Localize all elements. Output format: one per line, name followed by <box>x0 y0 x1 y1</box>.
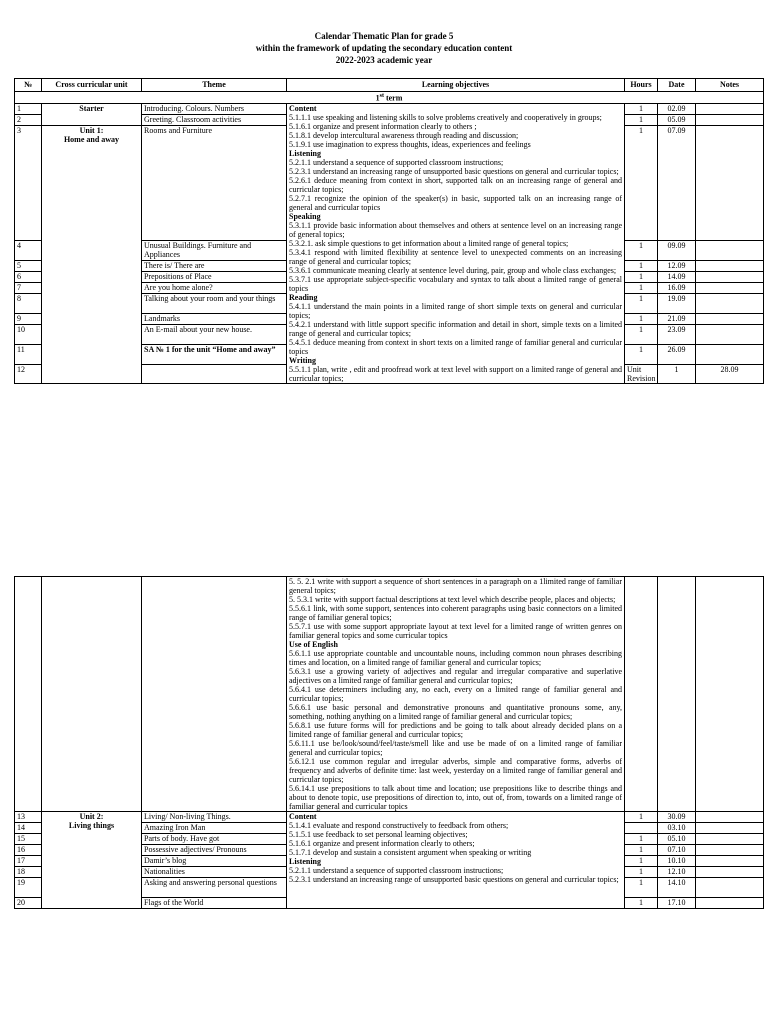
objective-item: 5.2.7.1 recognize the opinion of the speaker(s) in basic, supported talk on an increasing range of general and curricular topics <box>289 193 622 212</box>
header-year: 2022-2023 academic year <box>335 55 433 65</box>
learning-objectives-cell <box>287 577 625 812</box>
objective-item: 5.3.4.1 respond with limited flexibility at sentence level to unexpected comments on an increasing range of general and curricular topics; <box>289 247 622 266</box>
hours-cell: 1 <box>625 867 658 878</box>
objective-item: 5. 5.3.1 write with support factual descriptions at text level which describe people, places and objects; <box>289 595 616 604</box>
hours-cell: 1 <box>625 856 658 867</box>
notes-cell-empty <box>696 577 764 812</box>
theme-cell: Prepositions of Place <box>142 271 287 282</box>
objective-item: 5.1.6.1 organize and present information clearly to others ; <box>289 121 477 131</box>
row-number: 13 <box>15 812 42 823</box>
hours-cell: 1 <box>625 898 658 909</box>
objective-item: 5.1.7.1 develop and sustain a consistent argument when speaking or writing <box>289 848 532 857</box>
col-header-theme: Theme <box>142 79 287 92</box>
date-cell: 07.09 <box>658 125 696 240</box>
notes-cell <box>696 271 764 282</box>
hours-cell: 1 <box>625 324 658 344</box>
unit-subtitle: Living things <box>68 821 115 830</box>
theme-cell: Greeting. Classroom activities <box>142 114 287 125</box>
hours-cell: 1 <box>625 271 658 282</box>
objective-item: 5.6.1.1 use appropriate countable and uncountable nouns, including common noun phrases describing times and location, on a limited range of familiar general and curricular topics; <box>289 649 622 667</box>
objective-item: 5.1.8.1 develop intercultural awareness through reading and discussion; <box>289 130 519 140</box>
theme-cell: Possessive adjectives/ Pronouns <box>142 845 287 856</box>
term-ordinal-suffix: st <box>379 93 384 99</box>
objective-item: 5.1.5.1 use feedback to set personal learning objectives; <box>289 830 468 839</box>
col-header-objectives: Learning objectives <box>287 79 625 92</box>
notes-cell <box>696 856 764 867</box>
notes-cell <box>696 898 764 909</box>
hours-cell: 1 <box>625 878 658 898</box>
date-cell: 17.10 <box>658 898 696 909</box>
theme-cell: Rooms and Furniture <box>142 125 287 240</box>
row-number: 9 <box>15 313 42 324</box>
notes-cell <box>696 114 764 125</box>
table-row <box>15 103 764 114</box>
cross-curricular-unit <box>42 812 142 909</box>
table-header-row <box>15 79 764 92</box>
date-cell: 28.09 <box>696 364 764 383</box>
row-number: 18 <box>15 867 42 878</box>
learning-objectives-cell <box>287 103 625 383</box>
objectives-section-heading: Content <box>289 103 317 113</box>
learning-objectives-cell <box>287 812 625 909</box>
hours-cell: 1 <box>625 293 658 313</box>
date-cell: 26.09 <box>658 344 696 364</box>
objective-item: 5.3.2.1. ask simple questions to get information about a limited range of general topics; <box>289 238 569 248</box>
row-number: 10 <box>15 324 42 344</box>
objective-item: 5.5.1.1 plan, write , edit and proofread work at text level with support on a limited range of general and curricular topics; <box>289 364 622 383</box>
theme-cell: Asking and answering personal questions <box>142 878 287 898</box>
theme-cell-empty <box>142 577 287 812</box>
objective-item: 5.2.3.1 understand an increasing range of unsupported basic questions on general and curricular topics; <box>289 875 619 884</box>
hours-cell: 1 <box>625 834 658 845</box>
row-number: 20 <box>15 898 42 909</box>
row-number: 12 <box>15 364 42 383</box>
objectives-section-heading: Listening <box>289 857 322 866</box>
objective-item: 5. 5. 2.1 write with support a sequence of short sentences in a paragraph on a 1limited range of familiar general topics; <box>289 577 622 595</box>
theme-cell: Talking about your room and your things <box>142 293 287 313</box>
theme-cell: Introducing. Colours. Numbers <box>142 103 287 114</box>
objectives-section-heading: Listening <box>289 148 322 158</box>
notes-cell <box>696 313 764 324</box>
date-cell: 30.09 <box>658 812 696 823</box>
objective-item: 5.1.4.1 evaluate and respond constructively to feedback from others; <box>289 821 509 830</box>
col-header-notes: Notes <box>696 79 764 92</box>
row-number: 2 <box>15 114 42 125</box>
theme-cell: Living/ Non-living Things. <box>142 812 287 823</box>
objective-item: 5.1.9.1 use imagination to express thoughts, ideas, experiences and feelings <box>289 139 531 149</box>
term-row <box>15 92 764 104</box>
row-number-empty <box>15 577 42 812</box>
date-cell: 12.09 <box>658 260 696 271</box>
hours-cell: 1 <box>625 313 658 324</box>
date-cell: 19.09 <box>658 293 696 313</box>
objective-item: 5.6.6.1 use basic personal and demonstrative pronouns and quantitative pronouns some, any, something, nothing anything on a limited range of familiar general and curricular topics; <box>289 703 622 721</box>
row-number: 17 <box>15 856 42 867</box>
theme-cell: Landmarks <box>142 313 287 324</box>
date-cell: 03.10 <box>658 823 696 834</box>
objective-item: 5.4.1.1 understand the main points in a limited range of short simple texts on general and curricular topics; <box>289 301 622 320</box>
continuation-row <box>15 577 764 812</box>
hours-cell: 1 <box>625 282 658 293</box>
theme-cell: Flags of the World <box>142 898 287 909</box>
objective-item: 5.4.2.1 understand with little support specific information and detail in short, simple texts on a limited range of general and curricular topics; <box>289 319 622 338</box>
notes-cell <box>696 834 764 845</box>
date-cell: 16.09 <box>658 282 696 293</box>
unit-title: Starter <box>79 103 104 113</box>
date-cell: 05.10 <box>658 834 696 845</box>
hours-cell: 1 <box>625 260 658 271</box>
notes-cell <box>696 344 764 364</box>
hours-cell: 1 <box>625 103 658 114</box>
notes-cell <box>696 812 764 823</box>
date-cell: 10.10 <box>658 856 696 867</box>
header-title: Calendar Thematic Plan for grade 5 <box>314 31 454 41</box>
row-number: 8 <box>15 293 42 313</box>
notes-cell <box>696 845 764 856</box>
objective-item: 5.5.7.1 use with some support appropriate layout at text level for a limited range of written genres on familiar general topics and some curricular topics <box>289 622 622 640</box>
theme-cell: Parts of body. Have got <box>142 834 287 845</box>
cross-curricular-unit <box>42 103 142 125</box>
theme-cell: SA № 1 for the unit “Home and away” <box>142 344 287 364</box>
date-cell: 07.10 <box>658 845 696 856</box>
objectives-section-heading: Use of English <box>289 640 338 649</box>
row-number: 5 <box>15 260 42 271</box>
objective-item: 5.3.7.1 use appropriate subject-specific vocabulary and syntax to talk about a limited range of general topics <box>289 274 622 293</box>
row-number: 16 <box>15 845 42 856</box>
notes-cell <box>696 324 764 344</box>
objective-item: 5.6.8.1 use future forms will for predictions and be going to talk about already decided plans on a limited range of familiar general and curricular topics; <box>289 721 622 739</box>
document-header <box>0 30 768 66</box>
objective-item: 5.3.1.1 provide basic information about themselves and others at sentence level on an increasing range of general topics; <box>289 220 622 239</box>
hours-cell: 1 <box>658 364 696 383</box>
date-cell: 21.09 <box>658 313 696 324</box>
date-cell: 09.09 <box>658 240 696 260</box>
date-cell: 12.10 <box>658 867 696 878</box>
objective-item: 5.6.14.1 use prepositions to talk about time and location; use prepositions like to describe things and about to denote topic, use prepositions of direction to, into, out of, from, towards on a limited range of familiar general and curricular topics <box>289 784 622 811</box>
hours-cell: 1 <box>625 114 658 125</box>
row-number: 1 <box>15 103 42 114</box>
objective-item: 5.3.6.1 communicate meaning clearly at sentence level during, pair, group and whole class exchanges; <box>289 265 617 275</box>
term-label: 1st term <box>15 92 764 104</box>
hours-cell <box>625 823 658 834</box>
thematic-plan-table-page-2 <box>14 576 764 909</box>
objective-item: 5.2.1.1 understand a sequence of supported classroom instructions; <box>289 157 504 167</box>
objective-item: 5.6.3.1 use a growing variety of adjectives and regular and irregular comparative and superlative adjectives on a limited range of familiar general and curricular topics; <box>289 667 622 685</box>
row-number: 3 <box>15 125 42 240</box>
hours-cell: 1 <box>625 845 658 856</box>
objective-item: 5.4.5.1 deduce meaning from context in short texts on a limited range of familiar general and curricular topics <box>289 337 622 356</box>
date-cell-empty <box>658 577 696 812</box>
row-number: 7 <box>15 282 42 293</box>
theme-cell: Nationalities <box>142 867 287 878</box>
theme-cell: Unusual Buildings. Furniture and Appliances <box>142 240 287 260</box>
col-header-hours: Hours <box>625 79 658 92</box>
unit-title: Unit 1: <box>79 125 104 135</box>
objective-item: 5.6.4.1 use determiners including any, no each, every on a limited range of familiar general and curricular topics; <box>289 685 622 703</box>
date-cell: 14.10 <box>658 878 696 898</box>
notes-cell <box>696 240 764 260</box>
notes-cell <box>696 260 764 271</box>
theme-cell: There is/ There are <box>142 260 287 271</box>
notes-cell <box>696 867 764 878</box>
theme-cell: Damir’s blog <box>142 856 287 867</box>
hours-cell: 1 <box>625 125 658 240</box>
cross-curricular-unit-empty <box>42 577 142 812</box>
objectives-section-heading: Writing <box>289 355 316 365</box>
thematic-plan-table-page-1 <box>14 78 764 384</box>
objective-item: 5.2.1.1 understand a sequence of supported classroom instructions; <box>289 866 504 875</box>
notes-cell <box>696 823 764 834</box>
col-header-date: Date <box>658 79 696 92</box>
hours-cell: 1 <box>625 240 658 260</box>
theme-cell: An E-mail about your new house. <box>142 324 287 344</box>
hours-cell: 1 <box>625 812 658 823</box>
notes-cell <box>696 282 764 293</box>
row-number: 4 <box>15 240 42 260</box>
hours-cell-empty <box>625 577 658 812</box>
row-number: 14 <box>15 823 42 834</box>
row-number: 15 <box>15 834 42 845</box>
notes-cell <box>696 125 764 240</box>
date-cell: 02.09 <box>658 103 696 114</box>
date-cell: 23.09 <box>658 324 696 344</box>
objective-item: 5.5.6.1 link, with some support, sentences into coherent paragraphs using basic connectors on a limited range of familiar general topics; <box>289 604 622 622</box>
notes-cell <box>696 878 764 898</box>
row-number: 6 <box>15 271 42 282</box>
objective-item: 5.6.11.1 use be/look/sound/feel/taste/smell like and use be made of on a limited range of familiar general and curricular topics; <box>289 739 622 757</box>
unit-subtitle: Home and away <box>63 134 120 144</box>
col-header-number: № <box>15 79 42 92</box>
theme-cell: Amazing Iron Man <box>142 823 287 834</box>
objective-item: 5.1.1.1 use speaking and listening skills to solve problems creatively and cooperatively in groups; <box>289 112 602 122</box>
objective-item: 5.2.3.1 understand an increasing range of unsupported basic questions on general and curricular topics; <box>289 166 619 176</box>
theme-cell: Unit Revision <box>625 364 658 383</box>
hours-cell: 1 <box>625 344 658 364</box>
objective-item: 5.1.6.1 organize and present information clearly to others; <box>289 839 475 848</box>
theme-cell: Are you home alone? <box>142 282 287 293</box>
notes-cell <box>696 293 764 313</box>
notes-cell <box>696 103 764 114</box>
unit-title: Unit 2: <box>79 812 104 821</box>
objectives-section-heading: Content <box>289 812 317 821</box>
objectives-section-heading: Reading <box>289 292 318 302</box>
objectives-section-heading: Speaking <box>289 211 321 221</box>
date-cell: 05.09 <box>658 114 696 125</box>
header-subtitle: within the framework of updating the secondary education content <box>255 43 513 53</box>
objective-item: 5.6.12.1 use common regular and irregular adverbs, simple and comparative forms, adverbs of frequency and adverbs of definite time: last week, yesterday on a limited range of familiar general and curricular topics; <box>289 757 622 784</box>
cross-curricular-unit <box>42 125 142 383</box>
date-cell: 14.09 <box>658 271 696 282</box>
col-header-unit: Cross curricular unit <box>42 79 142 92</box>
row-number: 19 <box>15 878 42 898</box>
cross-curricular-unit-empty <box>142 364 287 383</box>
objective-item: 5.2.6.1 deduce meaning from context in short, supported talk on an increasing range of general and curricular topics; <box>289 175 622 194</box>
row-number: 11 <box>15 344 42 364</box>
table-row <box>15 812 764 823</box>
